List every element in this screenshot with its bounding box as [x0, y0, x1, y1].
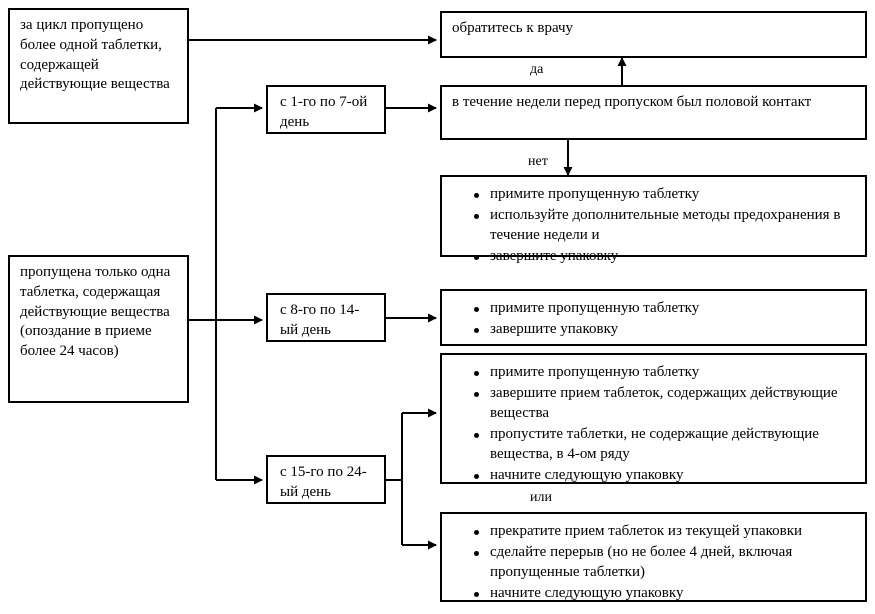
box-missed-more-than-one — [8, 8, 189, 124]
list-item: пропустите таблетки, не содержащие действующие вещества, в 4-ом ряду — [490, 425, 859, 465]
box-see-doctor-label: обратитесь к врачу — [452, 20, 574, 36]
list-advice-skip-inactive — [440, 353, 867, 484]
list-item: прекратите прием таблеток из текущей упаковки — [490, 522, 859, 542]
list-item: примите пропущенную таблетку — [490, 363, 859, 383]
box-missed-only-one — [8, 255, 189, 403]
list-item: завершите прием таблеток, содержащих действующие вещества — [490, 384, 859, 424]
label-yes: да — [530, 62, 544, 77]
box-days-8-14-label: с 8-го по 14-ый день — [280, 302, 360, 338]
list-advice-barrier — [440, 175, 867, 264]
list-item: завершите упаковку — [490, 320, 859, 340]
list-item: примите пропущенную таблетку — [490, 299, 859, 319]
box-intercourse-week-label: в течение недели перед пропуском был половой контакт — [452, 94, 812, 110]
list-item: примите пропущенную таблетку — [490, 185, 859, 205]
list-item: завершите упаковку — [490, 247, 859, 267]
list-item: начните следующую упаковку — [490, 584, 859, 604]
label-no: нет — [528, 154, 548, 169]
list-advice-simple — [440, 289, 867, 346]
box-missed-more-than-one-label: за цикл пропущено более одной таблетки, содержащей действующие вещества — [20, 17, 170, 93]
box-days-15-24 — [266, 455, 386, 504]
list-item: сделайте перерыв (но не более 4 дней, включая пропущенные таблетки) — [490, 543, 859, 583]
list-advice-break — [440, 512, 867, 602]
box-see-doctor — [440, 11, 867, 58]
box-intercourse-week — [440, 85, 867, 140]
box-days-8-14 — [266, 293, 386, 342]
list-item: начните следующую упаковку — [490, 466, 859, 486]
box-days-1-7 — [266, 85, 386, 134]
list-item: используйте дополнительные методы предохранения в течение недели и — [490, 206, 859, 246]
box-missed-only-one-label: пропущена только одна таблетка, содержащая действующие вещества (опоздание в приеме более 24 часов) — [20, 264, 171, 360]
box-days-1-7-label: с 1-го по 7-ой день — [280, 94, 368, 130]
label-or: или — [530, 490, 552, 505]
box-days-15-24-label: с 15-го по 24-ый день — [280, 464, 367, 500]
